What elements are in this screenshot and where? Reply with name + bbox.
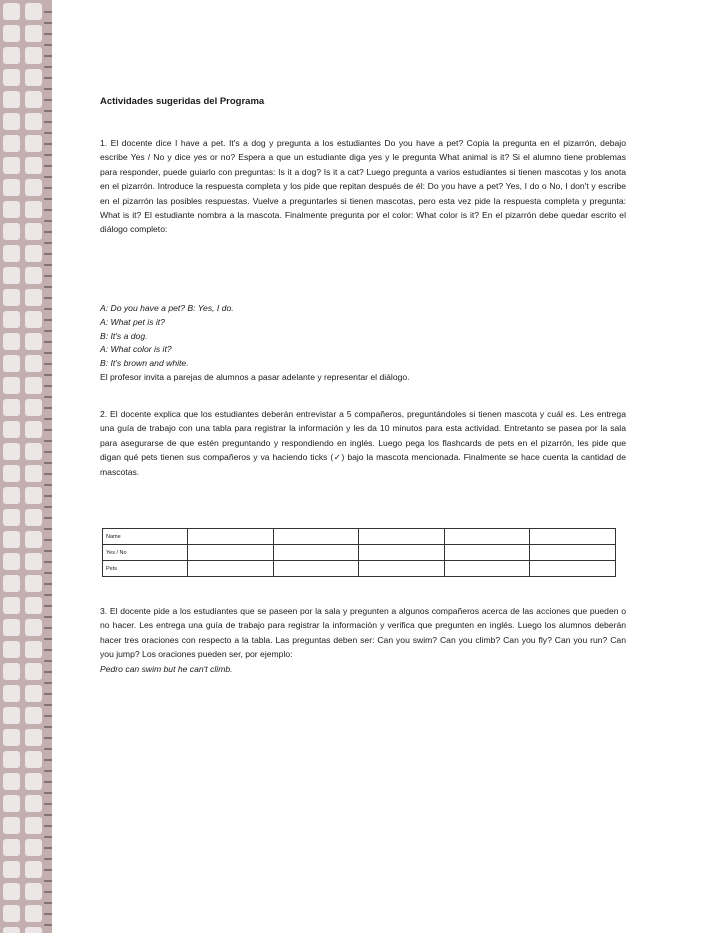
border-square bbox=[3, 179, 20, 196]
border-square bbox=[3, 553, 20, 570]
table-cell bbox=[188, 529, 274, 545]
border-square bbox=[25, 179, 42, 196]
border-square bbox=[3, 267, 20, 284]
border-square bbox=[3, 597, 20, 614]
activity-1-paragraph: 1. El docente dice I have a pet. It's a dog y pregunta a los estudiantes Do you have a pet? Copia la pregunta en el pizarrón, debajo escribe Yes / No y dice yes or no? Espera a que un estudiante diga yes y le pregunta What animal is it? Si el alumno tiene problemas para responder, puede guiarlo con preguntas: Is it a dog? Is it a cat? Luego pregunta a varios estudiantes si tienen mascotas y los anota en el pizarrón. Introduce la respuesta completa y los pide que repitan después de él: Do you have a pet? Yes, I do o No, I don't y escribe en el pizarrón las posibles respuestas. Vuelve a preguntarles si tienen mascotas, pero esta vez pide la respuesta completa y pregunta: What is it? El estudiante nombra a la mascota. Finalmente pregunta por el color: What color is it? En el pizarrón debe quedar escrito el diálogo completo: bbox=[100, 138, 626, 235]
border-square bbox=[3, 113, 20, 130]
border-square bbox=[25, 839, 42, 856]
table-cell-header: Name bbox=[103, 529, 188, 545]
dialog-line: A: What color is it? bbox=[100, 344, 172, 355]
border-square bbox=[25, 355, 42, 372]
notebook-border bbox=[0, 0, 52, 933]
border-square bbox=[25, 531, 42, 548]
dialog-line: A: Do you have a pet? B: Yes, I do. bbox=[100, 303, 234, 313]
border-square bbox=[25, 487, 42, 504]
border-square bbox=[3, 509, 20, 526]
border-square bbox=[25, 553, 42, 570]
border-square bbox=[3, 91, 20, 108]
border-square bbox=[25, 201, 42, 218]
table-cell bbox=[359, 545, 445, 561]
activity-1-text bbox=[100, 136, 626, 237]
border-square bbox=[25, 223, 42, 240]
notebook-border-pattern bbox=[0, 0, 52, 933]
border-square bbox=[25, 91, 42, 108]
border-square bbox=[3, 751, 20, 768]
border-square bbox=[25, 289, 42, 306]
border-square bbox=[3, 135, 20, 152]
border-square bbox=[3, 817, 20, 834]
border-square bbox=[25, 773, 42, 790]
border-square bbox=[3, 927, 20, 933]
border-square bbox=[3, 729, 20, 746]
border-square bbox=[3, 663, 20, 680]
border-square bbox=[25, 597, 42, 614]
border-square bbox=[3, 399, 20, 416]
border-square bbox=[3, 69, 20, 86]
border-square bbox=[25, 399, 42, 416]
table-cell bbox=[273, 561, 359, 577]
border-square bbox=[25, 509, 42, 526]
border-square bbox=[25, 927, 42, 933]
border-square bbox=[25, 25, 42, 42]
border-square bbox=[25, 47, 42, 64]
border-square bbox=[3, 905, 20, 922]
table-cell bbox=[359, 561, 445, 577]
table-cell bbox=[530, 529, 616, 545]
border-square bbox=[3, 355, 20, 372]
table-cell bbox=[530, 561, 616, 577]
table-cell bbox=[444, 545, 530, 561]
border-square bbox=[3, 223, 20, 240]
border-square bbox=[25, 663, 42, 680]
border-square bbox=[3, 311, 20, 328]
border-square bbox=[25, 685, 42, 702]
border-square bbox=[25, 465, 42, 482]
border-square bbox=[3, 839, 20, 856]
border-square bbox=[25, 729, 42, 746]
border-square bbox=[25, 795, 42, 812]
activity-3-text bbox=[100, 604, 626, 676]
border-square bbox=[3, 641, 20, 658]
table-cell bbox=[530, 545, 616, 561]
border-square bbox=[25, 443, 42, 460]
border-square bbox=[25, 3, 42, 20]
border-square bbox=[3, 3, 20, 20]
border-square bbox=[3, 531, 20, 548]
border-square bbox=[25, 575, 42, 592]
border-square bbox=[3, 47, 20, 64]
table-cell bbox=[359, 529, 445, 545]
border-square bbox=[3, 377, 20, 394]
border-square bbox=[25, 883, 42, 900]
activity-3-example: Pedro can swim but he can't climb. bbox=[100, 663, 233, 674]
table-cell bbox=[188, 545, 274, 561]
border-square bbox=[3, 487, 20, 504]
border-square bbox=[3, 157, 20, 174]
activity-2-paragraph: 2. El docente explica que los estudiantes deberán entrevistar a 5 compañeros, preguntándoles si tienen mascota y cuál es. Les entrega una guía de trabajo con una tabla para registrar la información y les da 10 minutos para esta actividad. Entretanto se pasea por la sala para asegurarse de que estén preguntando y respondiendo en inglés. Luego pega los flashcards de pets en el pizarrón, les pide que digan qué pets tienen sus compañeros y va haciendo ticks (✓) bajo la mascota mencionada. Finalmente se hace cuenta la cantidad de mascotas. bbox=[100, 409, 626, 477]
border-square bbox=[25, 619, 42, 636]
document-title: Actividades sugeridas del Programa bbox=[100, 96, 265, 107]
border-square bbox=[3, 773, 20, 790]
dialog-line: A: What pet is it? bbox=[100, 316, 165, 327]
pets-survey-table bbox=[102, 528, 616, 577]
table-cell-header: Yes / No bbox=[103, 545, 188, 561]
border-square bbox=[3, 465, 20, 482]
border-square bbox=[25, 817, 42, 834]
border-square bbox=[25, 707, 42, 724]
border-square bbox=[3, 883, 20, 900]
border-square bbox=[25, 311, 42, 328]
border-square bbox=[25, 905, 42, 922]
border-square bbox=[3, 707, 20, 724]
table-row bbox=[103, 529, 616, 545]
border-square bbox=[25, 751, 42, 768]
dialog-line: B: It's a dog. bbox=[100, 330, 148, 341]
border-square bbox=[3, 575, 20, 592]
table-cell bbox=[273, 545, 359, 561]
border-square bbox=[3, 861, 20, 878]
activity-1-dialog bbox=[100, 302, 626, 385]
border-square bbox=[3, 685, 20, 702]
table-cell bbox=[188, 561, 274, 577]
border-square bbox=[3, 25, 20, 42]
border-square bbox=[25, 245, 42, 262]
dialog-line: B: It's brown and white. bbox=[100, 358, 189, 369]
table-row bbox=[103, 545, 616, 561]
border-square bbox=[3, 201, 20, 218]
border-square bbox=[25, 157, 42, 174]
activity-2-text bbox=[100, 407, 626, 479]
document-page bbox=[100, 0, 630, 933]
border-square bbox=[25, 135, 42, 152]
border-square bbox=[25, 113, 42, 130]
border-square bbox=[25, 421, 42, 438]
table-cell bbox=[444, 529, 530, 545]
border-square bbox=[3, 245, 20, 262]
table-cell bbox=[273, 529, 359, 545]
border-square bbox=[3, 795, 20, 812]
border-square bbox=[25, 377, 42, 394]
table-cell bbox=[444, 561, 530, 577]
border-square bbox=[25, 267, 42, 284]
table-cell-header: Pets bbox=[103, 561, 188, 577]
border-square bbox=[25, 641, 42, 658]
table-row bbox=[103, 561, 616, 577]
border-square bbox=[3, 289, 20, 306]
border-square bbox=[25, 861, 42, 878]
border-square bbox=[3, 333, 20, 350]
activity-1-closing: El profesor invita a parejas de alumnos a pasar adelante y representar el diálogo. bbox=[100, 371, 410, 382]
border-square bbox=[25, 69, 42, 86]
border-square bbox=[3, 443, 20, 460]
border-square bbox=[25, 333, 42, 350]
border-square bbox=[3, 421, 20, 438]
activity-3-paragraph: 3. El docente pide a los estudiantes que se paseen por la sala y pregunten a algunos compañeros acerca de las acciones que pueden o no hacer. Les entrega una guía de trabajo para registrar la información y verifica que pregunten en inglés. Luego los alumnos deberán hacer tres oraciones con respecto a la tabla. Las preguntas deben ser: Can you swim? Can you climb? Can you fly? Can you run? Can you jump? Los oraciones pueden ser, por ejemplo: bbox=[100, 606, 626, 660]
border-square bbox=[3, 619, 20, 636]
